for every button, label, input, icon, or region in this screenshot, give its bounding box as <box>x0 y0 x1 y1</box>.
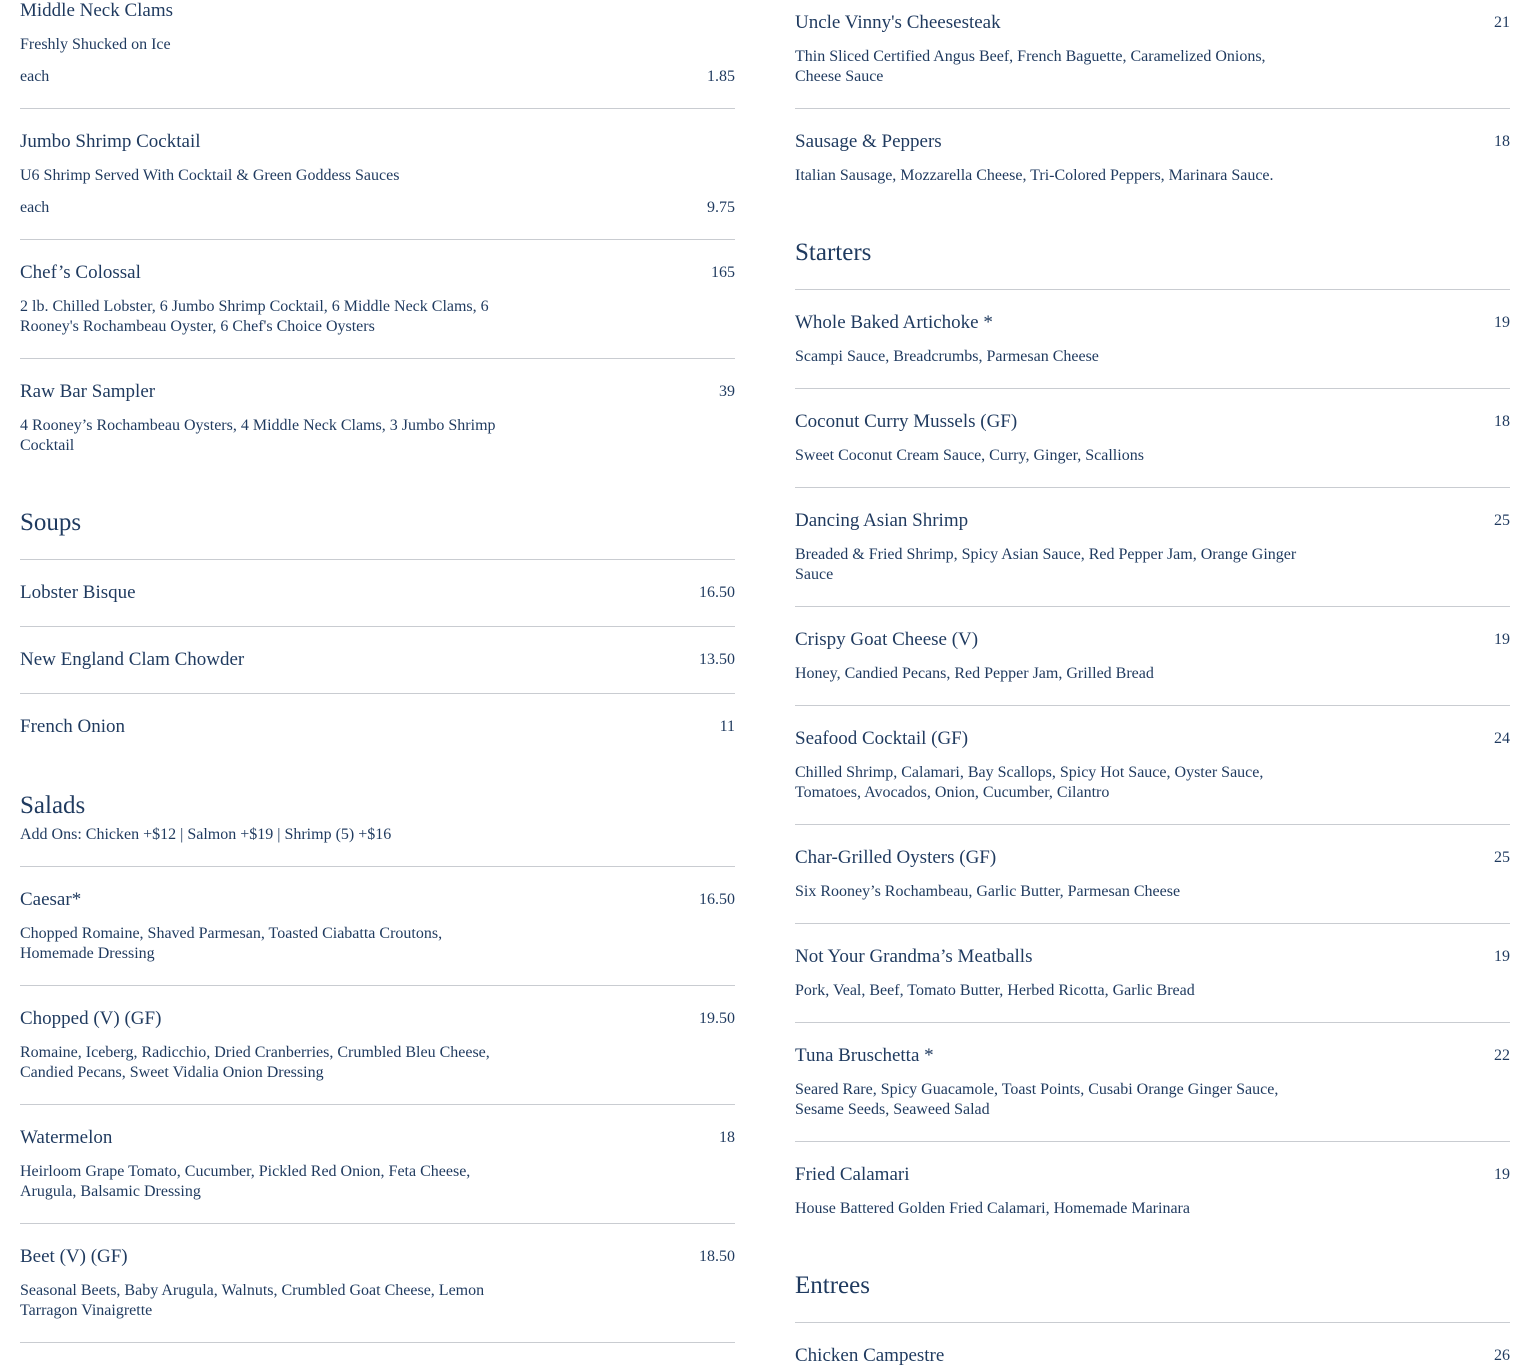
section-note-add-ons: Add Ons: Chicken +$12 | Salmon +$19 | Shrimp (5) +$16 <box>20 826 392 843</box>
section-heading-entrees: Entrees <box>795 1272 870 1299</box>
menu-item-description-line: Romaine, Iceberg, Radicchio, Dried Cranberries, Crumbled Bleu Cheese, <box>20 1044 490 1061</box>
menu-item-name: Chopped (V) (GF) <box>20 1008 162 1029</box>
menu-item-description-line: Homemade Dressing <box>20 945 155 962</box>
menu-item-price: 19 <box>1494 314 1510 331</box>
menu-item-unit: each <box>20 68 50 85</box>
divider <box>795 606 1510 607</box>
menu-item-name: Beet (V) (GF) <box>20 1246 128 1267</box>
menu-item-price: 19 <box>1494 948 1510 965</box>
menu-item-price: 18 <box>1494 133 1510 150</box>
divider <box>795 824 1510 825</box>
menu-item-price: 13.50 <box>699 651 735 668</box>
menu-item-price: 165 <box>711 264 735 281</box>
menu-item-description-line: Chopped Romaine, Shaved Parmesan, Toasted Ciabatta Croutons, <box>20 925 443 942</box>
menu-item-description: Pork, Veal, Beef, Tomato Butter, Herbed Ricotta, Garlic Bread <box>795 982 1195 999</box>
menu-item-name: Watermelon <box>20 1127 113 1148</box>
menu-item-name: Raw Bar Sampler <box>20 381 156 402</box>
menu-item-price: 9.75 <box>707 199 735 216</box>
menu-item-name: Coconut Curry Mussels (GF) <box>795 411 1018 432</box>
divider <box>20 1342 735 1343</box>
menu-item-name: Chef’s Colossal <box>20 262 141 283</box>
divider <box>795 923 1510 924</box>
menu-item-description-line: Sesame Seeds, Seaweed Salad <box>795 1101 990 1118</box>
menu-item-name: Chicken Campestre <box>795 1345 945 1366</box>
menu-item-price: 16.50 <box>699 584 735 601</box>
menu-item-price: 1.85 <box>707 68 735 85</box>
divider <box>795 108 1510 109</box>
menu-item-description-line: Heirloom Grape Tomato, Cucumber, Pickled Red Onion, Feta Cheese, <box>20 1163 471 1180</box>
menu-item-description-line: Tomatoes, Avocados, Onion, Cucumber, Cilantro <box>795 784 1110 801</box>
menu-item-price: 19.50 <box>699 1010 735 1027</box>
menu-item-price: 18 <box>719 1129 735 1146</box>
menu-item-description: House Battered Golden Fried Calamari, Homemade Marinara <box>795 1200 1190 1217</box>
menu-item-price: 19 <box>1494 1166 1510 1183</box>
divider <box>20 1104 735 1105</box>
divider <box>795 487 1510 488</box>
menu-item-description: U6 Shrimp Served With Cocktail & Green Goddess Sauces <box>20 167 400 184</box>
menu-item-description-line: Breaded & Fried Shrimp, Spicy Asian Sauce, Red Pepper Jam, Orange Ginger <box>795 546 1297 563</box>
divider <box>795 1322 1510 1323</box>
menu-item-name: Char-Grilled Oysters (GF) <box>795 847 997 868</box>
menu-item-description: Sweet Coconut Cream Sauce, Curry, Ginger, Scallions <box>795 447 1144 464</box>
menu-item-name: Uncle Vinny's Cheesesteak <box>795 12 1001 33</box>
menu-item-name: Sausage & Peppers <box>795 131 942 152</box>
menu-item-name: Seafood Cocktail (GF) <box>795 728 969 749</box>
menu-item-name: Fried Calamari <box>795 1164 910 1185</box>
menu-item-price: 19 <box>1494 631 1510 648</box>
menu-item-description-line: Tarragon Vinaigrette <box>20 1302 153 1319</box>
menu-item-price: 26 <box>1494 1347 1510 1364</box>
menu-item-name: Middle Neck Clams <box>20 0 174 21</box>
menu-item-name: Jumbo Shrimp Cocktail <box>20 131 201 152</box>
menu-item-description-line: Candied Pecans, Sweet Vidalia Onion Dressing <box>20 1064 324 1081</box>
menu-item-unit: each <box>20 199 50 216</box>
divider <box>795 705 1510 706</box>
menu-item-description-line: 4 Rooney’s Rochambeau Oysters, 4 Middle Neck Clams, 3 Jumbo Shrimp <box>20 417 496 434</box>
menu-item-price: 16.50 <box>699 891 735 908</box>
menu-item-description-line: Chilled Shrimp, Calamari, Bay Scallops, Spicy Hot Sauce, Oyster Sauce, <box>795 764 1264 781</box>
divider <box>20 866 735 867</box>
menu-item-price: 25 <box>1494 512 1510 529</box>
menu-item-description: Freshly Shucked on Ice <box>20 36 171 53</box>
divider <box>20 358 735 359</box>
menu-item-price: 11 <box>719 718 735 735</box>
menu-item-name: Not Your Grandma’s Meatballs <box>795 946 1033 967</box>
divider <box>795 1022 1510 1023</box>
menu-item-price: 18 <box>1494 413 1510 430</box>
menu-item-name: Caesar* <box>20 889 82 910</box>
menu-item-name: Crispy Goat Cheese (V) <box>795 629 979 650</box>
menu-item-price: 21 <box>1494 14 1510 31</box>
divider <box>795 1141 1510 1142</box>
menu-item-description-line: 2 lb. Chilled Lobster, 6 Jumbo Shrimp Cocktail, 6 Middle Neck Clams, 6 <box>20 298 489 315</box>
menu-item-price: 22 <box>1494 1047 1510 1064</box>
menu-item-name: Tuna Bruschetta * <box>795 1045 934 1066</box>
menu-item-name: Lobster Bisque <box>20 582 136 603</box>
divider <box>795 388 1510 389</box>
divider <box>20 693 735 694</box>
divider <box>20 1223 735 1224</box>
divider <box>20 559 735 560</box>
menu-item-price: 25 <box>1494 849 1510 866</box>
divider <box>20 626 735 627</box>
divider <box>20 239 735 240</box>
menu-item-description-line: Cheese Sauce <box>795 68 884 85</box>
divider <box>795 289 1510 290</box>
menu-item-description-line: Seasonal Beets, Baby Arugula, Walnuts, Crumbled Goat Cheese, Lemon <box>20 1282 485 1299</box>
menu-item-description: Honey, Candied Pecans, Red Pepper Jam, Grilled Bread <box>795 665 1154 682</box>
menu-item-description-line: Sauce <box>795 566 834 583</box>
menu-item-description-line: Seared Rare, Spicy Guacamole, Toast Points, Cusabi Orange Ginger Sauce, <box>795 1081 1279 1098</box>
menu-item-name: French Onion <box>20 716 126 737</box>
menu-item-description: Scampi Sauce, Breadcrumbs, Parmesan Cheese <box>795 348 1099 365</box>
menu-item-description: Italian Sausage, Mozzarella Cheese, Tri-Colored Peppers, Marinara Sauce. <box>795 167 1274 184</box>
section-heading-soups: Soups <box>20 509 82 536</box>
menu-item-name: Whole Baked Artichoke * <box>795 312 993 333</box>
menu-item-name: New England Clam Chowder <box>20 649 245 670</box>
menu-item-price: 24 <box>1494 730 1510 747</box>
section-heading-salads: Salads <box>20 792 86 819</box>
menu-item-description-line: Arugula, Balsamic Dressing <box>20 1183 201 1200</box>
menu-item-description-line: Thin Sliced Certified Angus Beef, French Baguette, Caramelized Onions, <box>795 48 1266 65</box>
menu-item-price: 39 <box>719 383 735 400</box>
menu-item-description: Six Rooney’s Rochambeau, Garlic Butter, Parmesan Cheese <box>795 883 1181 900</box>
menu-item-description-line: Rooney's Rochambeau Oyster, 6 Chef's Choice Oysters <box>20 318 375 335</box>
menu-item-price: 18.50 <box>699 1248 735 1265</box>
divider <box>20 985 735 986</box>
menu-item-name: Dancing Asian Shrimp <box>795 510 969 531</box>
divider <box>20 108 735 109</box>
section-heading-starters: Starters <box>795 239 872 266</box>
menu-item-description-line: Cocktail <box>20 437 75 454</box>
